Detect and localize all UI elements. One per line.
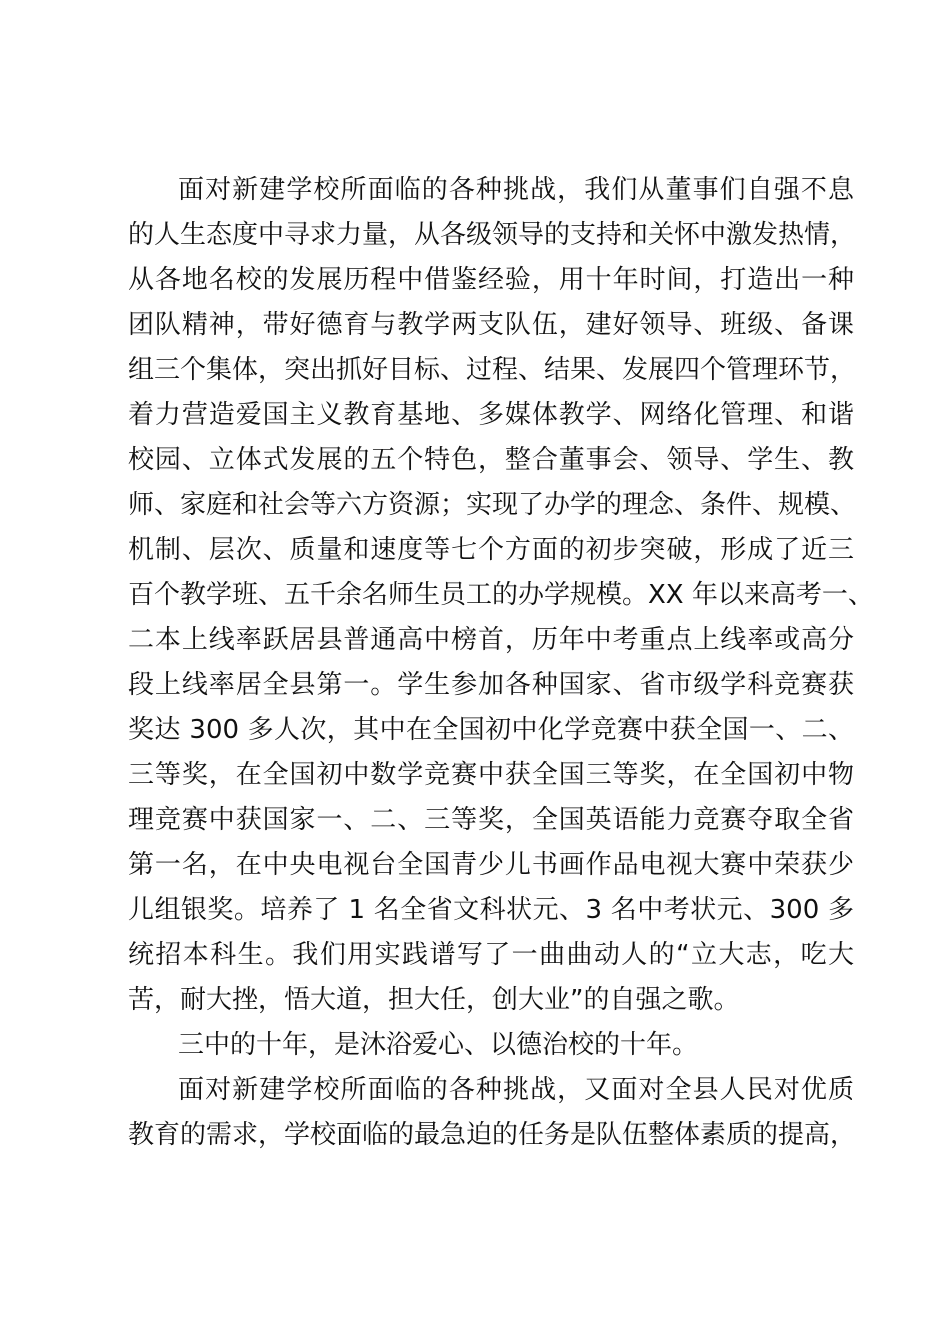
text-line: 校园、立体式发展的五个特色，整合董事会、领导、学生、教	[128, 445, 854, 475]
text-line: 从各地名校的发展历程中借鉴经验，用十年时间，打造出一种	[128, 265, 854, 295]
text-line: 第一名，在中央电视台全国青少儿书画作品电视大赛中荣获少	[128, 850, 854, 880]
text-line: 组三个集体，突出抓好目标、过程、结果、发展四个管理环节，	[128, 355, 857, 385]
text-line: 儿组银奖。培养了 1 名全省文科状元、3 名中考状元、300 多	[128, 895, 854, 925]
text-line: 奖达 300 多人次，其中在全国初中化学竞赛中获全国一、二、	[128, 715, 854, 745]
text-line: 教育的需求，学校面临的最急迫的任务是队伍整体素质的提高，	[128, 1120, 857, 1150]
text-line: 统招本科生。我们用实践谱写了一曲曲动人的“立大志，吃大	[128, 940, 854, 970]
text-line: 苦，耐大挫，悟大道，担大任，创大业”的自强之歌。	[128, 985, 740, 1015]
text-line: 的人生态度中寻求力量，从各级领导的支持和关怀中激发热情，	[128, 220, 857, 250]
text-line: 百个教学班、五千余名师生员工的办学规模。XX 年以来高考一、	[128, 580, 874, 610]
text-line: 面对新建学校所面临的各种挑战，又面对全县人民对优质	[178, 1075, 854, 1105]
text-line: 二本上线率跃居县普通高中榜首，历年中考重点上线率或高分	[128, 625, 854, 655]
text-line: 机制、层次、质量和速度等七个方面的初步突破，形成了近三	[128, 535, 854, 565]
text-line: 三等奖，在全国初中数学竞赛中获全国三等奖，在全国初中物	[128, 760, 854, 790]
text-line: 面对新建学校所面临的各种挑战，我们从董事们自强不息	[178, 175, 854, 205]
document-body	[128, 168, 874, 1158]
text-line: 着力营造爱国主义教育基地、多媒体教学、网络化管理、和谐	[128, 400, 854, 430]
text-line: 理竞赛中获国家一、二、三等奖，全国英语能力竞赛夺取全省	[128, 805, 854, 835]
text-line: 师、家庭和社会等六方资源；实现了办学的理念、条件、规模、	[128, 490, 857, 520]
text-line: 团队精神，带好德育与教学两支队伍，建好领导、班级、备课	[128, 310, 854, 340]
text-line: 段上线率居全县第一。学生参加各种国家、省市级学科竞赛获	[128, 670, 854, 700]
text-line: 三中的十年，是沐浴爱心、以德治校的十年。	[178, 1030, 699, 1060]
